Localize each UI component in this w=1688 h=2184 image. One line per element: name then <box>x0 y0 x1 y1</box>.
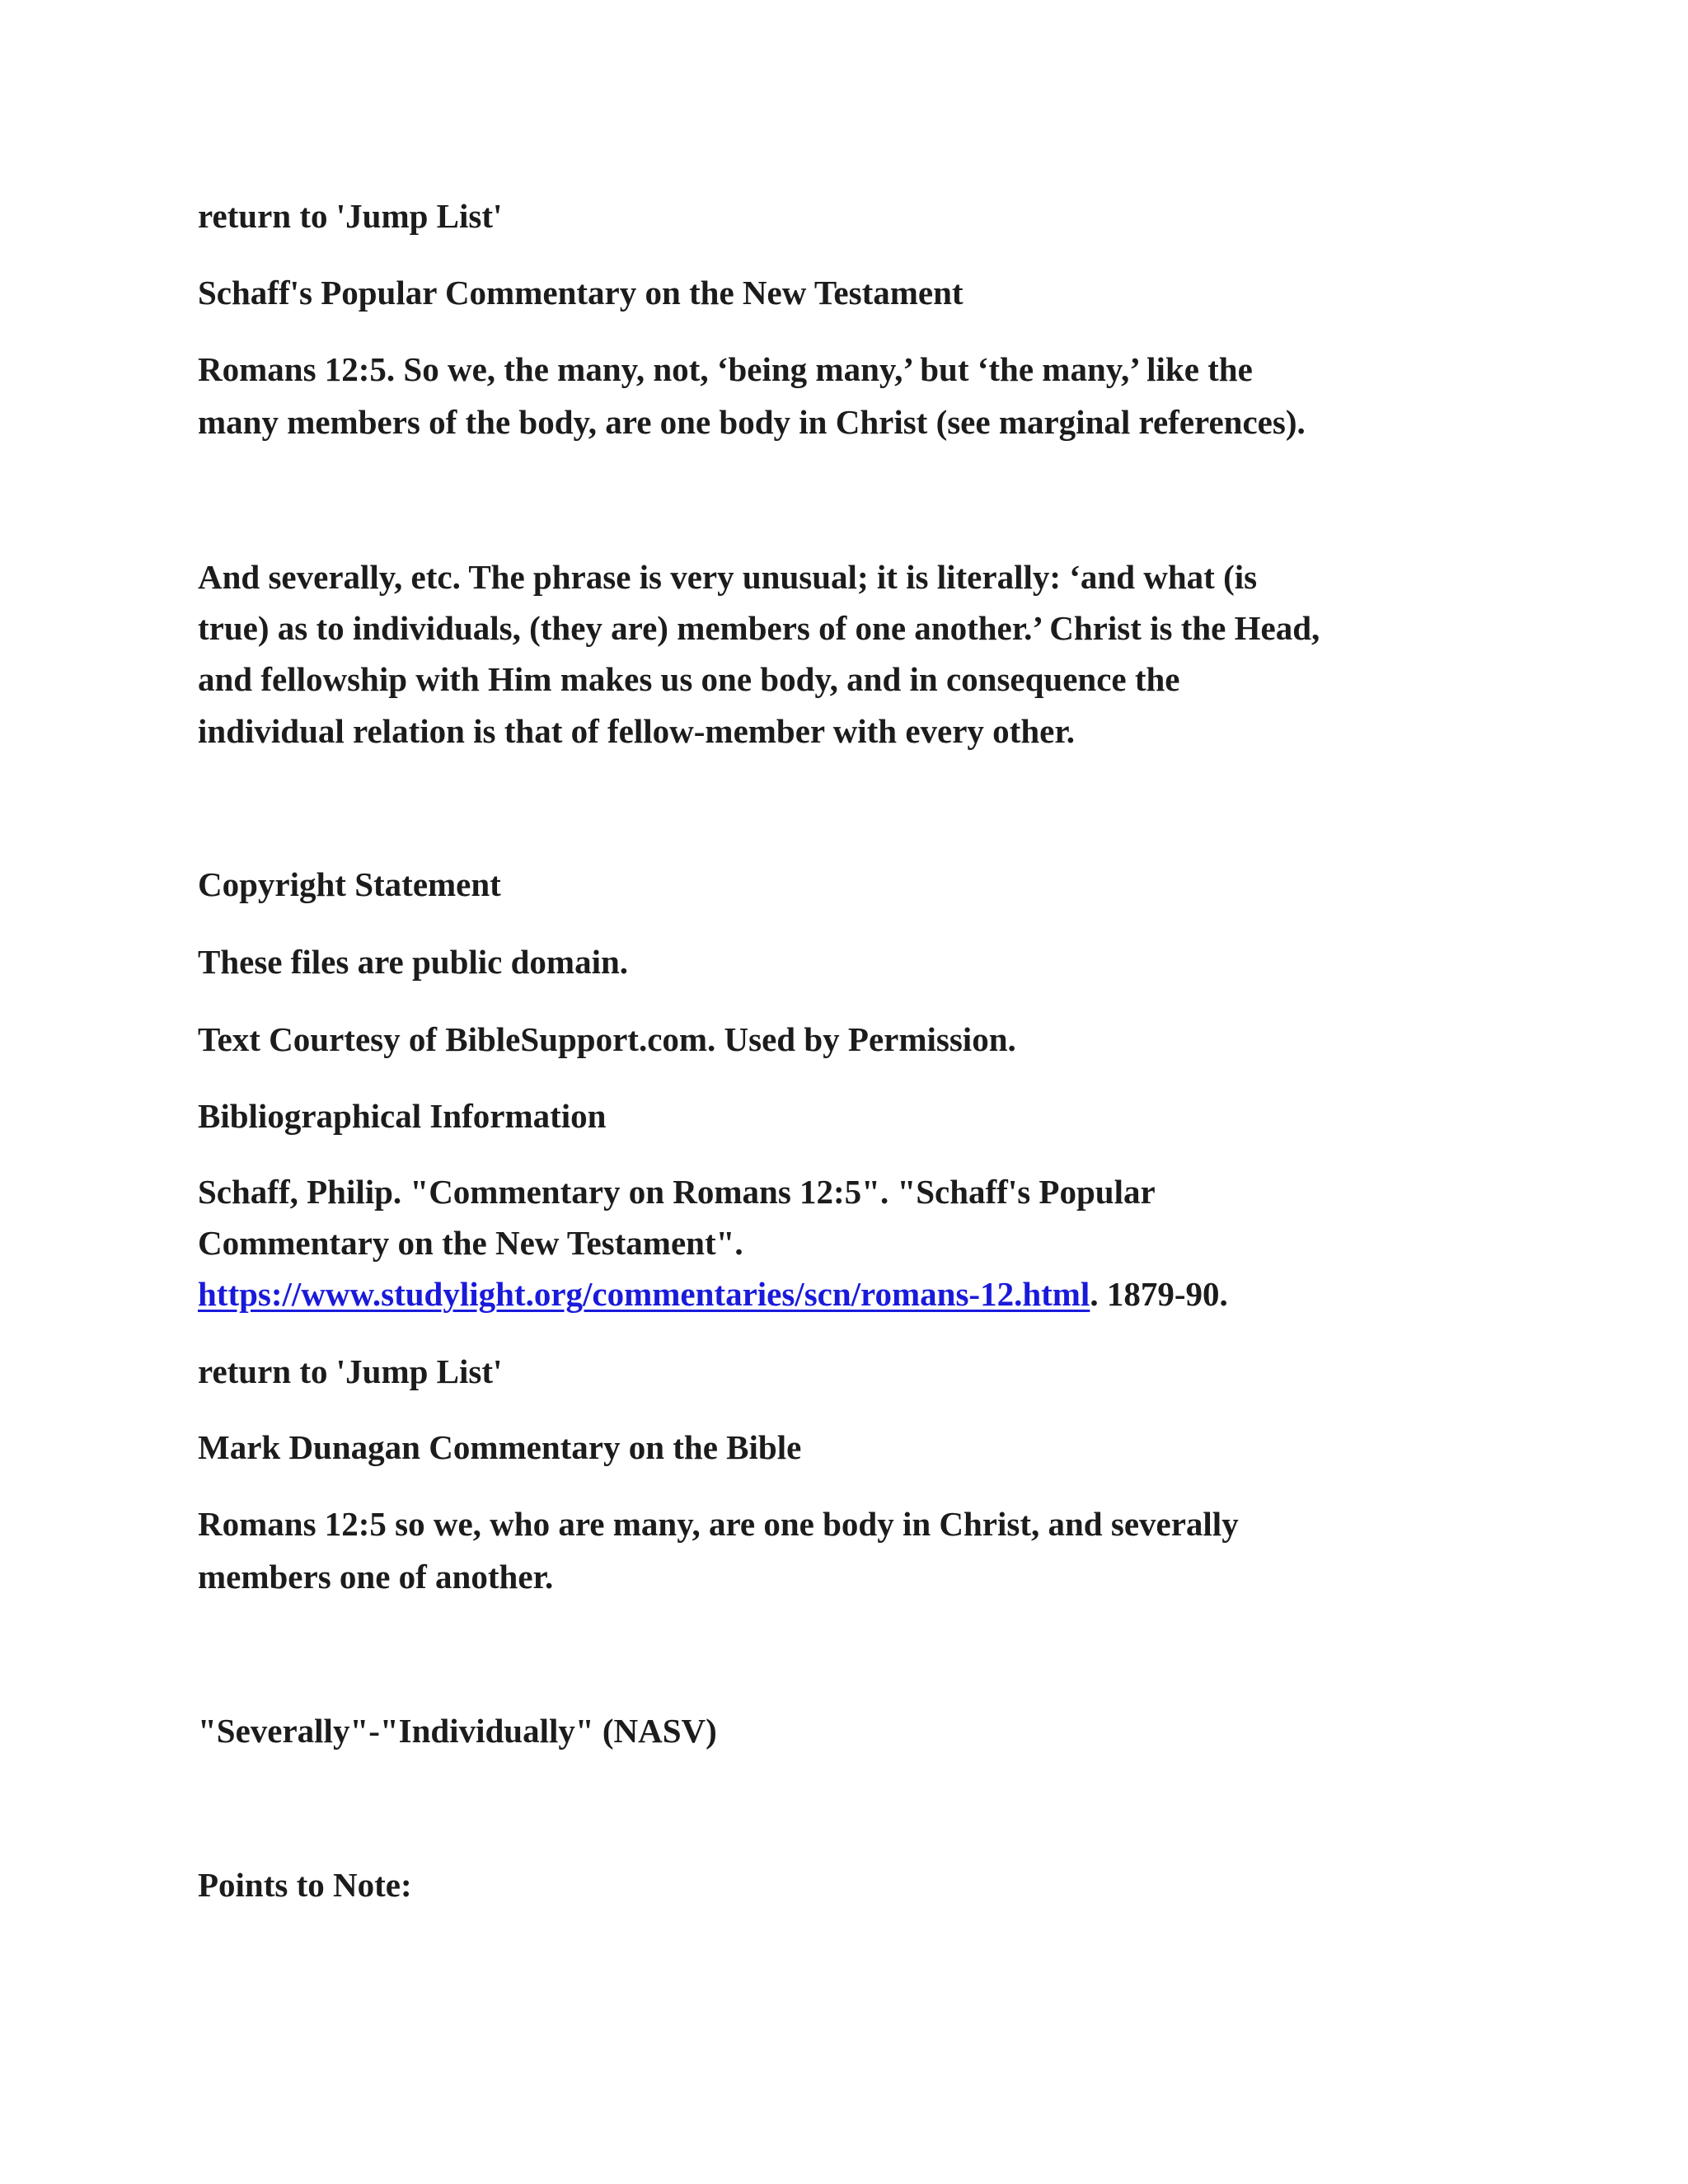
citation-line-3 <box>198 1268 1228 1320</box>
schaff-paragraph-line-3: and fellowship with Him makes us one body, and in consequence the <box>198 660 1180 698</box>
copyright-courtesy: Text Courtesy of BibleSupport.com. Used by Permission. <box>198 1020 1016 1058</box>
copyright-public-domain: These files are public domain. <box>198 943 629 981</box>
copyright-heading: Copyright Statement <box>198 865 501 903</box>
schaff-commentary-title: Schaff's Popular Commentary on the New Testament <box>198 274 964 312</box>
dunagan-verse-line-1: Romans 12:5 so we, who are many, are one body in Christ, and severally <box>198 1505 1239 1543</box>
schaff-paragraph-line-4: individual relation is that of fellow-member with every other. <box>198 712 1076 750</box>
schaff-paragraph-line-1: And severally, etc. The phrase is very unusual; it is literally: ‘and what (is <box>198 558 1258 596</box>
citation-line-1: Schaff, Philip. "Commentary on Romans 12:5". "Schaff's Popular <box>198 1173 1156 1211</box>
citation-line-2: Commentary on the New Testament". <box>198 1224 743 1262</box>
citation-years: . 1879-90. <box>1090 1275 1228 1313</box>
dunagan-verse-line-2: members one of another. <box>198 1558 554 1596</box>
dunagan-commentary-title: Mark Dunagan Commentary on the Bible <box>198 1428 802 1466</box>
jump-list-link-2[interactable]: return to 'Jump List' <box>198 1352 503 1390</box>
jump-list-link[interactable]: return to 'Jump List' <box>198 197 503 235</box>
severally-note: "Severally"-"Individually" (NASV) <box>198 1712 717 1750</box>
schaff-verse-line-2: many members of the body, are one body in Christ (see marginal references). <box>198 403 1306 441</box>
schaff-verse-line-1: Romans 12:5. So we, the many, not, ‘being many,’ but ‘the many,’ like the <box>198 350 1253 388</box>
points-to-note-heading: Points to Note: <box>198 1866 412 1904</box>
bibliographical-heading: Bibliographical Information <box>198 1097 607 1135</box>
schaff-paragraph-line-2: true) as to individuals, (they are) members of one another.’ Christ is the Head, <box>198 609 1320 647</box>
studylight-url-link[interactable]: https://www.studylight.org/commentaries/scn/romans-12.html <box>198 1275 1090 1313</box>
